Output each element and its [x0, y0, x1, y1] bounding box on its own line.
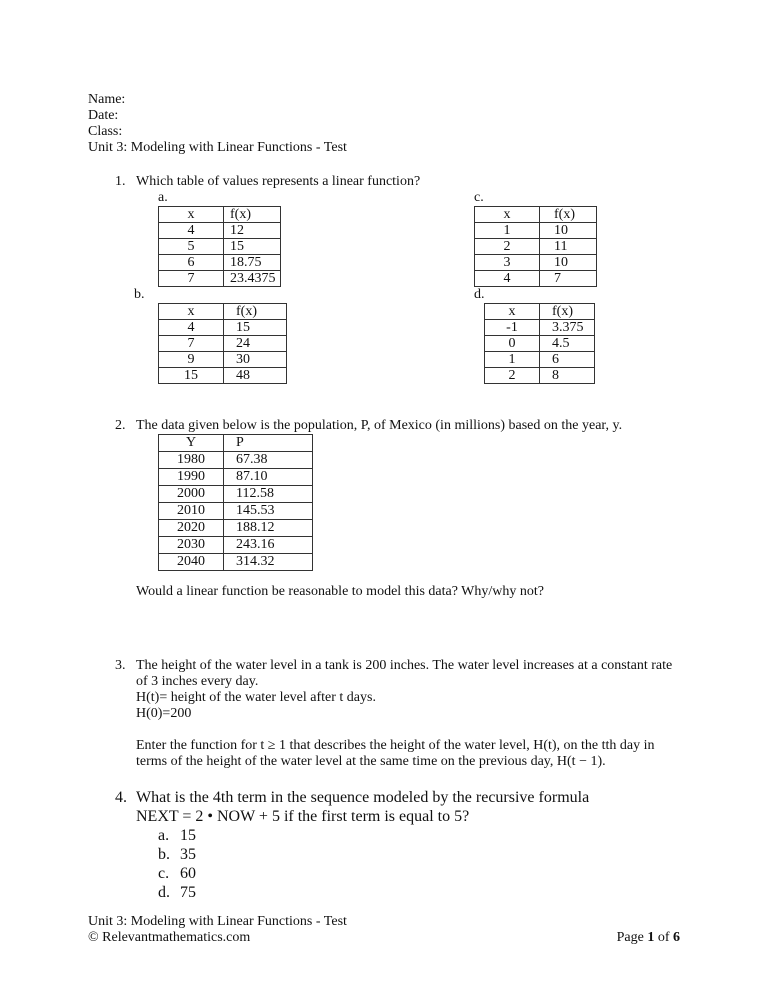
table-cell: 4.5: [540, 336, 595, 352]
table-cell: 11: [540, 239, 597, 255]
table-cell: 3.375: [540, 320, 595, 336]
table-cell: 48: [224, 368, 287, 384]
q1-table-b: [158, 303, 287, 384]
q1-table-c-letter: c.: [474, 190, 484, 205]
q3-line-2: of 3 inches every day.: [136, 674, 259, 689]
table-cell: 15: [159, 368, 224, 384]
page-prefix: Page: [616, 930, 648, 945]
document-title: Unit 3: Modeling with Linear Functions - Test: [88, 140, 347, 155]
table-cell: 30: [224, 352, 287, 368]
table-cell: 67.38: [224, 452, 313, 469]
table-cell: 2010: [159, 503, 224, 520]
q1-table-d: [484, 303, 595, 384]
table-header-x: x: [485, 304, 540, 320]
q1-table-b-letter: b.: [134, 287, 145, 302]
q4-option-c-letter: c.: [158, 865, 170, 882]
table-cell: 4: [159, 320, 224, 336]
table-header-fx: f(x): [224, 304, 287, 320]
q2-prompt: The data given below is the population, P, of Mexico (in millions) based on the year, y.: [136, 418, 623, 433]
footer-title: Unit 3: Modeling with Linear Functions - Test: [88, 914, 347, 929]
table-cell: 6: [540, 352, 595, 368]
q4-option-c-value: 60: [180, 865, 196, 882]
page-indicator: [617, 930, 680, 946]
q4-option-d-value: 75: [180, 884, 196, 901]
table-header-year: Y: [159, 435, 224, 452]
table-cell: 2040: [159, 554, 224, 571]
table-cell: 0: [485, 336, 540, 352]
table-header-x: x: [159, 207, 224, 223]
table-cell: 7: [540, 271, 597, 287]
table-cell: 15: [224, 320, 287, 336]
q1-table-a-letter: a.: [158, 190, 168, 205]
table-cell: -1: [485, 320, 540, 336]
class-label: Class:: [88, 124, 123, 139]
table-cell: 87.10: [224, 469, 313, 486]
q1-table-a: [158, 206, 281, 287]
q4-option-b-letter: b.: [158, 846, 170, 863]
table-cell: 2000: [159, 486, 224, 503]
table-cell: 188.12: [224, 520, 313, 537]
table-cell: 1: [475, 223, 540, 239]
q4-option-d-letter: d.: [158, 884, 170, 901]
page-total: 6: [673, 930, 680, 945]
table-cell: 24: [224, 336, 287, 352]
table-cell: 7: [159, 336, 224, 352]
table-header-x: x: [475, 207, 540, 223]
q4-line-1: What is the 4th term in the sequence modeled by the recursive formula: [136, 789, 590, 806]
date-label: Date:: [88, 108, 119, 123]
table-cell: 2020: [159, 520, 224, 537]
table-cell: 12: [224, 223, 281, 239]
table-cell: 112.58: [224, 486, 313, 503]
table-cell: 1980: [159, 452, 224, 469]
table-cell: 2: [475, 239, 540, 255]
table-cell: 314.32: [224, 554, 313, 571]
table-cell: 1: [485, 352, 540, 368]
table-cell: 2030: [159, 537, 224, 554]
q3-line-4: H(0)=200: [136, 706, 192, 721]
table-cell: 18.75: [224, 255, 281, 271]
name-label: Name:: [88, 92, 126, 107]
table-cell: 10: [540, 223, 597, 239]
table-header-fx: f(x): [540, 304, 595, 320]
q4-option-a-letter: a.: [158, 827, 170, 844]
q4-line-2: NEXT = 2 • NOW + 5 if the first term is equal to 5?: [136, 808, 470, 825]
q2-population-table: [158, 434, 313, 571]
table-cell: 10: [540, 255, 597, 271]
table-cell: 2: [485, 368, 540, 384]
table-cell: 15: [224, 239, 281, 255]
q3-number: 3.: [115, 658, 126, 673]
table-cell: 23.4375: [224, 271, 281, 287]
table-cell: 1990: [159, 469, 224, 486]
q3-line-1: The height of the water level in a tank is 200 inches. The water level increases at a constant rate: [136, 658, 673, 673]
q1-prompt: Which table of values represents a linear function?: [136, 174, 421, 189]
table-cell: 6: [159, 255, 224, 271]
q2-question: Would a linear function be reasonable to model this data? Why/why not?: [136, 584, 544, 599]
table-cell: 5: [159, 239, 224, 255]
table-cell: 4: [159, 223, 224, 239]
table-cell: 243.16: [224, 537, 313, 554]
page-number: 1: [647, 930, 655, 945]
q4-option-a-value: 15: [180, 827, 196, 844]
q4-option-b-value: 35: [180, 846, 196, 863]
q1-table-d-letter: d.: [474, 287, 485, 302]
q2-number: 2.: [115, 418, 126, 433]
footer-copyright: © Relevantmathematics.com: [88, 930, 251, 945]
table-cell: 3: [475, 255, 540, 271]
table-header-fx: f(x): [224, 207, 281, 223]
q1-number: 1.: [115, 174, 126, 189]
q3-line-6: terms of the height of the water level at the same time on the previous day, H(t − 1).: [136, 754, 606, 769]
q1-table-c: [474, 206, 597, 287]
q3-line-5: Enter the function for t ≥ 1 that describes the height of the water level, H(t), on the tth day in: [136, 738, 655, 753]
table-cell: 7: [159, 271, 224, 287]
table-header-fx: f(x): [540, 207, 597, 223]
table-cell: 4: [475, 271, 540, 287]
table-cell: 145.53: [224, 503, 313, 520]
table-header-population: P: [224, 435, 313, 452]
table-header-x: x: [159, 304, 224, 320]
q4-number: 4.: [115, 789, 127, 806]
table-cell: 8: [540, 368, 595, 384]
q3-line-3: H(t)= height of the water level after t days.: [136, 690, 376, 705]
page-mid: of: [654, 930, 673, 945]
table-cell: 9: [159, 352, 224, 368]
